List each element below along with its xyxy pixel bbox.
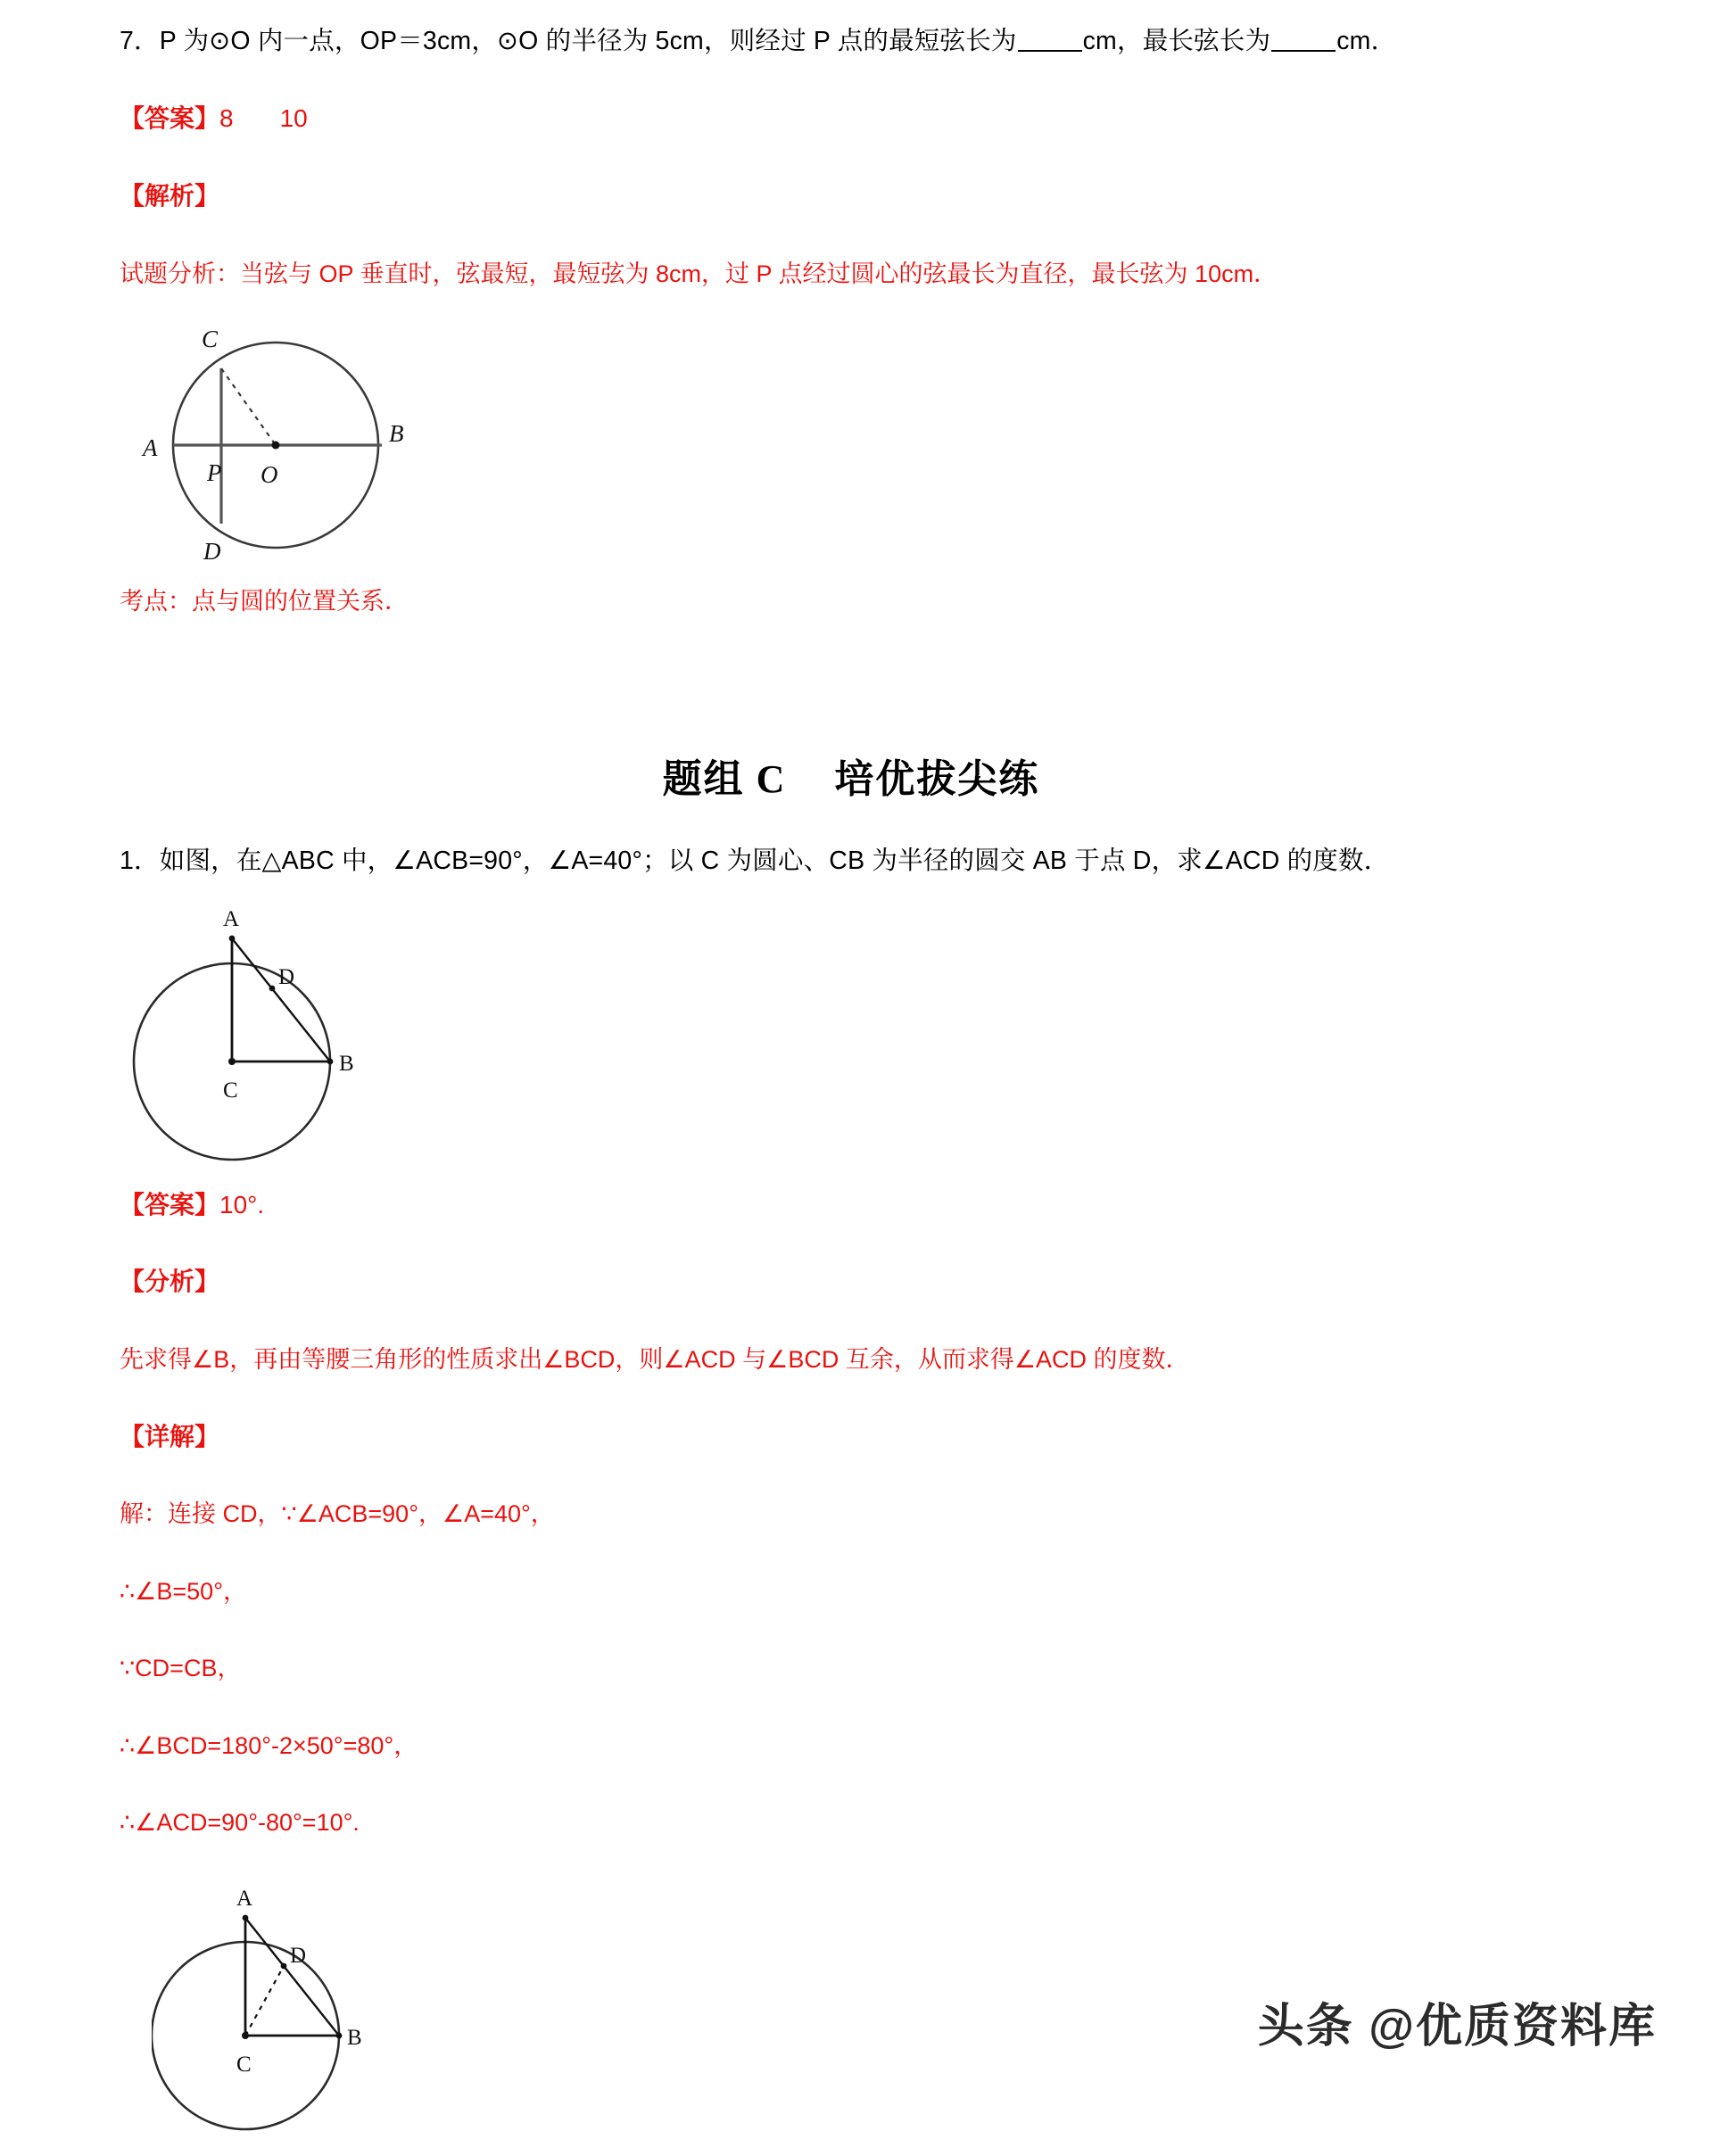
question-c1-analysis: 先求得∠B，再由等腰三角形的性质求出∠BCD，则∠ACD 与∠BCD 互余，从而求得∠ACD 的度数．: [120, 1346, 1190, 1373]
segment-co-dashed: [221, 368, 276, 445]
section-title-letter: C: [756, 756, 787, 801]
label-c: C: [236, 2052, 252, 2077]
label-a: A: [223, 906, 240, 931]
label-b: B: [347, 2025, 362, 2050]
spacer-1: [120, 1223, 1583, 1264]
question-7-unit-1: cm，最长弦长为: [1082, 27, 1271, 55]
solution-step: ∵CD=CB，: [120, 1655, 242, 1682]
question-c1-text: 1．如图，在△ABC 中，∠ACB=90°，∠A=40°；以 C 为圆心、CB 为半径的圆交 AB 于点 D，求∠ACD 的度数．: [120, 846, 1390, 875]
section-header: [120, 747, 1583, 804]
center-point-o: [272, 442, 280, 450]
answer-blank-2[interactable]: [1271, 50, 1336, 52]
solution-step: ∴∠BCD=180°-2×50°=80°，: [120, 1731, 418, 1759]
label-c: C: [223, 1078, 238, 1103]
label-c: C: [202, 326, 219, 352]
point-b: [336, 2032, 343, 2038]
question-7-analysis: 试题分析：当弦与 OP 垂直时，弦最短，最短弦为 8cm，过 P 点经过圆心的弦最长为直径，最长弦为 10cm．: [120, 260, 1278, 287]
spacer-6: [120, 1609, 1583, 1650]
point-c: [228, 1058, 236, 1065]
figure-circle-chord: [128, 311, 1583, 574]
spacer-5: [120, 1532, 1583, 1574]
solution-step: ∴∠B=50°，: [120, 1577, 247, 1605]
label-b: B: [339, 1051, 354, 1076]
label-a: A: [143, 434, 158, 461]
spacer-after-q7: [120, 60, 1583, 101]
question-7-stem: 7．P 为⊙O 内一点，OP＝3cm，⊙O 的半径为 5cm，则经过 P 点的最短弦长为: [120, 27, 1017, 55]
watermark-at-symbol: @: [1369, 2001, 1416, 2053]
spacer-before-section: [120, 620, 1583, 697]
watermark-prefix: 头条: [1257, 2001, 1354, 2053]
question-7-kaodian: 考点：点与圆的位置关系．: [120, 588, 409, 615]
side-ab: [245, 1918, 339, 2036]
label-d: D: [278, 964, 295, 989]
answer-value-2: 10: [279, 104, 308, 133]
point-a: [229, 935, 236, 941]
spacer-after-answer7: [120, 137, 1583, 178]
label-d: D: [290, 1943, 307, 1968]
spacer-3: [120, 1378, 1583, 1419]
spacer-2: [120, 1301, 1583, 1342]
label-a: A: [236, 1886, 253, 1911]
point-c: [242, 2032, 249, 2039]
segment-cd-dashed: [245, 1966, 284, 2036]
question-7-answer-line: [120, 101, 1583, 137]
spacer-4: [120, 1455, 1583, 1496]
question-7-unit-2: cm．: [1336, 27, 1397, 55]
circle-chord-svg: [128, 311, 432, 570]
solution-step: ∴∠ACD=90°-80°=10°.: [120, 1809, 360, 1837]
detail-tag: 【详解】: [120, 1422, 220, 1450]
label-o: O: [261, 461, 278, 488]
analysis-tag: 【分析】: [120, 1268, 220, 1296]
point-d: [269, 985, 276, 991]
watermark-name: 优质资料库: [1415, 2001, 1657, 2053]
label-p: P: [207, 459, 222, 486]
spacer-after-explain-tag: [120, 215, 1583, 256]
explain-tag: 【解析】: [120, 181, 220, 210]
label-b: B: [389, 420, 404, 447]
point-d: [281, 1962, 287, 1969]
figure-triangle-circle-top: [125, 892, 1583, 1182]
answer-tag: 【答案】: [120, 1190, 220, 1218]
answer-blank-1[interactable]: [1018, 50, 1082, 52]
watermark: [1258, 1988, 1657, 2055]
spacer-7: [120, 1687, 1583, 1728]
top-spacer: [120, 0, 1583, 23]
side-ab: [232, 938, 330, 1061]
point-b: [327, 1058, 334, 1064]
point-a: [243, 1914, 249, 1921]
page-content: [120, 0, 1583, 2156]
label-d: D: [203, 538, 221, 565]
question-c1-answer-line: [120, 1187, 1583, 1224]
triangle-circle-svg-top: [125, 892, 419, 1177]
section-title-suffix: 培优拔尖练: [834, 756, 1040, 801]
answer-value: 10°.: [219, 1190, 265, 1218]
triangle-circle-svg-bottom: [152, 1857, 419, 2152]
answer-tag: 【答案】: [120, 104, 220, 133]
section-title-prefix: 题组: [662, 756, 745, 801]
question-7-text: [120, 23, 1583, 60]
solution-step: 解：连接 CD，∵∠ACB=90°，∠A=40°，: [120, 1500, 555, 1528]
spacer-8: [120, 1764, 1583, 1805]
answer-value-1: 8: [219, 104, 234, 133]
